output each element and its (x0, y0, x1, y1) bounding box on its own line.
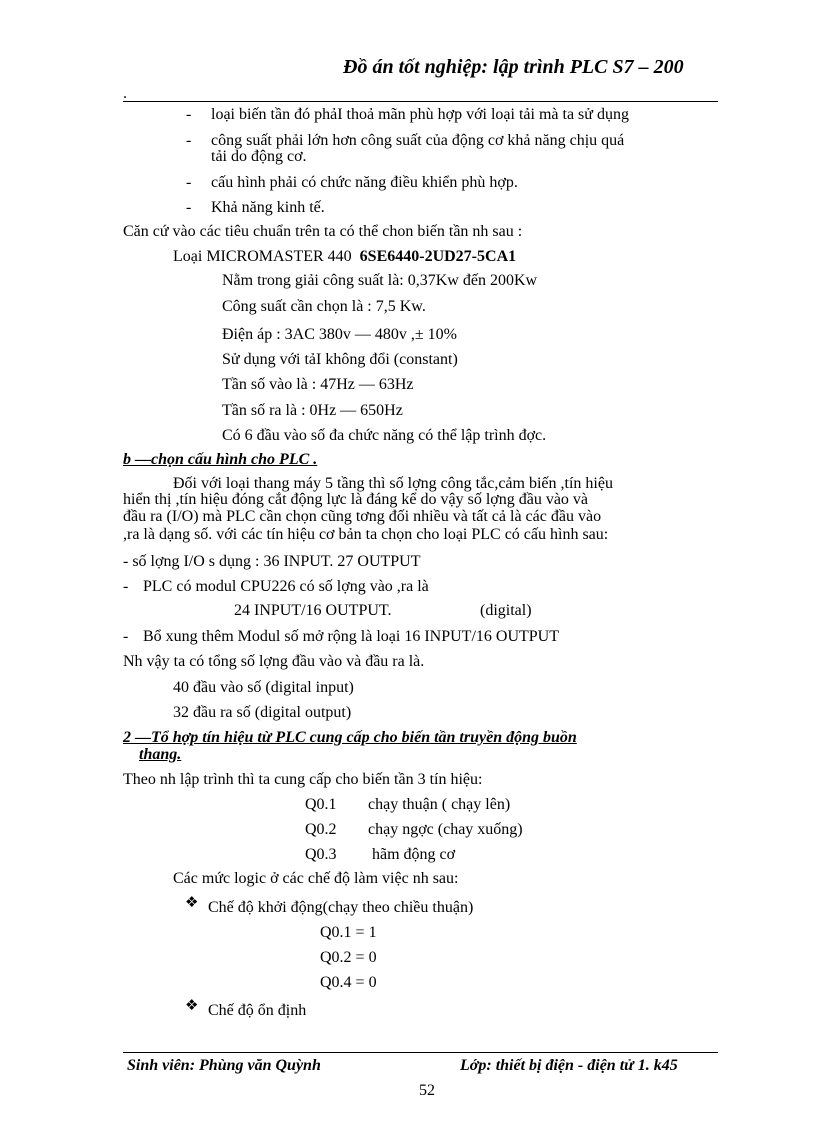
section-2-heading-cont: thang. (139, 746, 182, 763)
mode1-text: Chế độ khởi động(chạy theo chiều thuận) (208, 899, 474, 916)
signal-code: Q0.3 (305, 846, 337, 863)
list1-item: loại biến tần đó phảI thoả mãn phù hợp với loại tải mà ta sử dụng (211, 106, 629, 123)
total-out: 32 đầu ra số (digital output) (173, 704, 352, 721)
model-label: Loại MICROMASTER 440 (173, 248, 352, 265)
model-code: 6SE6440-2UD27-5CA1 (359, 248, 517, 265)
section-b-para-line: Đối với loại thang máy 5 tầng thì số lợng công tắc,cảm biến ,tín hiệu (173, 475, 613, 492)
list1-item: cấu hình phải có chức năng điều khiển phù hợp. (211, 174, 518, 191)
ext-line: Bổ xung thêm Modul số mở rộng là loại 16 INPUT/16 OUTPUT (143, 628, 559, 645)
diamond-bullet-icon: ❖ (185, 996, 199, 1014)
dash-marker: - (123, 628, 129, 645)
mode1-value: Q0.4 = 0 (320, 974, 377, 991)
dash-marker: - (186, 106, 192, 123)
footer-rule (123, 1052, 718, 1053)
total-line: Nh vậy ta có tổng số lợng đầu vào và đầu ra là. (123, 653, 425, 670)
header-rule (123, 101, 718, 102)
section-2-heading: 2 —Tổ hợp tín hiệu từ PLC cung cấp cho biến tần truyền động buồn (123, 729, 577, 746)
spec-line: Sử dụng với tảI không đổi (constant) (222, 351, 458, 368)
spec-line: Tần số vào là : 47Hz — 63Hz (222, 376, 414, 393)
diamond-bullet-icon: ❖ (185, 893, 199, 911)
cpu-type: (digital) (480, 602, 532, 619)
mode1-value: Q0.2 = 0 (320, 949, 377, 966)
io-line: - số lợng I/O s dụng : 36 INPUT. 27 OUTPUT (123, 553, 421, 570)
list1-item-cont: tải do động cơ. (211, 148, 307, 165)
dash-marker: - (186, 174, 192, 191)
spec-line: Tần số ra là : 0Hz — 650Hz (222, 402, 403, 419)
header-title: Đồ án tốt nghiệp: lập trình PLC S7 – 200 (343, 56, 684, 78)
section-b-para-line: ,ra là dạng số. với các tín hiệu cơ bản ta chọn cho loại PLC có cấu hình sau: (123, 526, 609, 543)
signal-code: Q0.2 (305, 821, 337, 838)
section-b-heading: b —chọn cấu hình cho PLC . (123, 451, 318, 468)
levels-text: Các mức logic ở các chế độ làm việc nh sau: (173, 870, 459, 887)
dash-marker: - (186, 199, 192, 216)
list1-item: Khả năng kinh tế. (211, 199, 325, 216)
basis-text: Căn cứ vào các tiêu chuẩn trên ta có thể chon biến tần nh sau : (123, 223, 523, 240)
spec-line: Nằm trong giải công suất là: 0,37Kw đến 200Kw (222, 272, 538, 289)
signal-code: Q0.1 (305, 796, 337, 813)
list1-item: công suất phải lớn hơn công suất của động cơ khả năng chịu quá (211, 132, 625, 149)
cpu-io: 24 INPUT/16 OUTPUT. (234, 602, 392, 619)
signal-desc: hãm động cơ (372, 846, 456, 863)
header-dot: . (123, 85, 127, 102)
spec-line: Điện áp : 3AC 380v — 480v ,± 10% (222, 326, 457, 343)
mode1-value: Q0.1 = 1 (320, 924, 377, 941)
dash-marker: - (186, 132, 192, 149)
signal-desc: chạy ngợc (chay xuống) (368, 821, 523, 838)
total-in: 40 đầu vào số (digital input) (173, 679, 354, 696)
section-2-intro: Theo nh lập trình thì ta cung cấp cho biến tần 3 tín hiệu: (123, 771, 483, 788)
footer-student: Sinh viên: Phùng văn Quỳnh (127, 1057, 321, 1074)
dash-marker: - (123, 578, 129, 595)
section-b-para-line: đầu ra (I/O) mà PLC cần chọn cũng tơng đối nhiều và tất cả là các đầu vào (123, 508, 602, 525)
page-number: 52 (419, 1082, 435, 1099)
model-line (173, 247, 516, 267)
cpu-line: PLC có modul CPU226 có số lợng vào ,ra là (143, 578, 429, 595)
spec-line: Có 6 đầu vào số đa chức năng có thể lập trình đợc. (222, 427, 547, 444)
spec-line: Công suất cần chọn là : 7,5 Kw. (222, 298, 426, 315)
signal-desc: chạy thuận ( chạy lên) (368, 796, 511, 813)
footer-class: Lớp: thiết bị điện - điện tử 1. k45 (460, 1057, 678, 1074)
section-b-para-line: hiển thị ,tín hiệu đóng cắt động lực là đáng kể do vậy số lợng đầu vào và (123, 491, 589, 508)
mode2-text: Chế độ ổn định (208, 1002, 307, 1019)
